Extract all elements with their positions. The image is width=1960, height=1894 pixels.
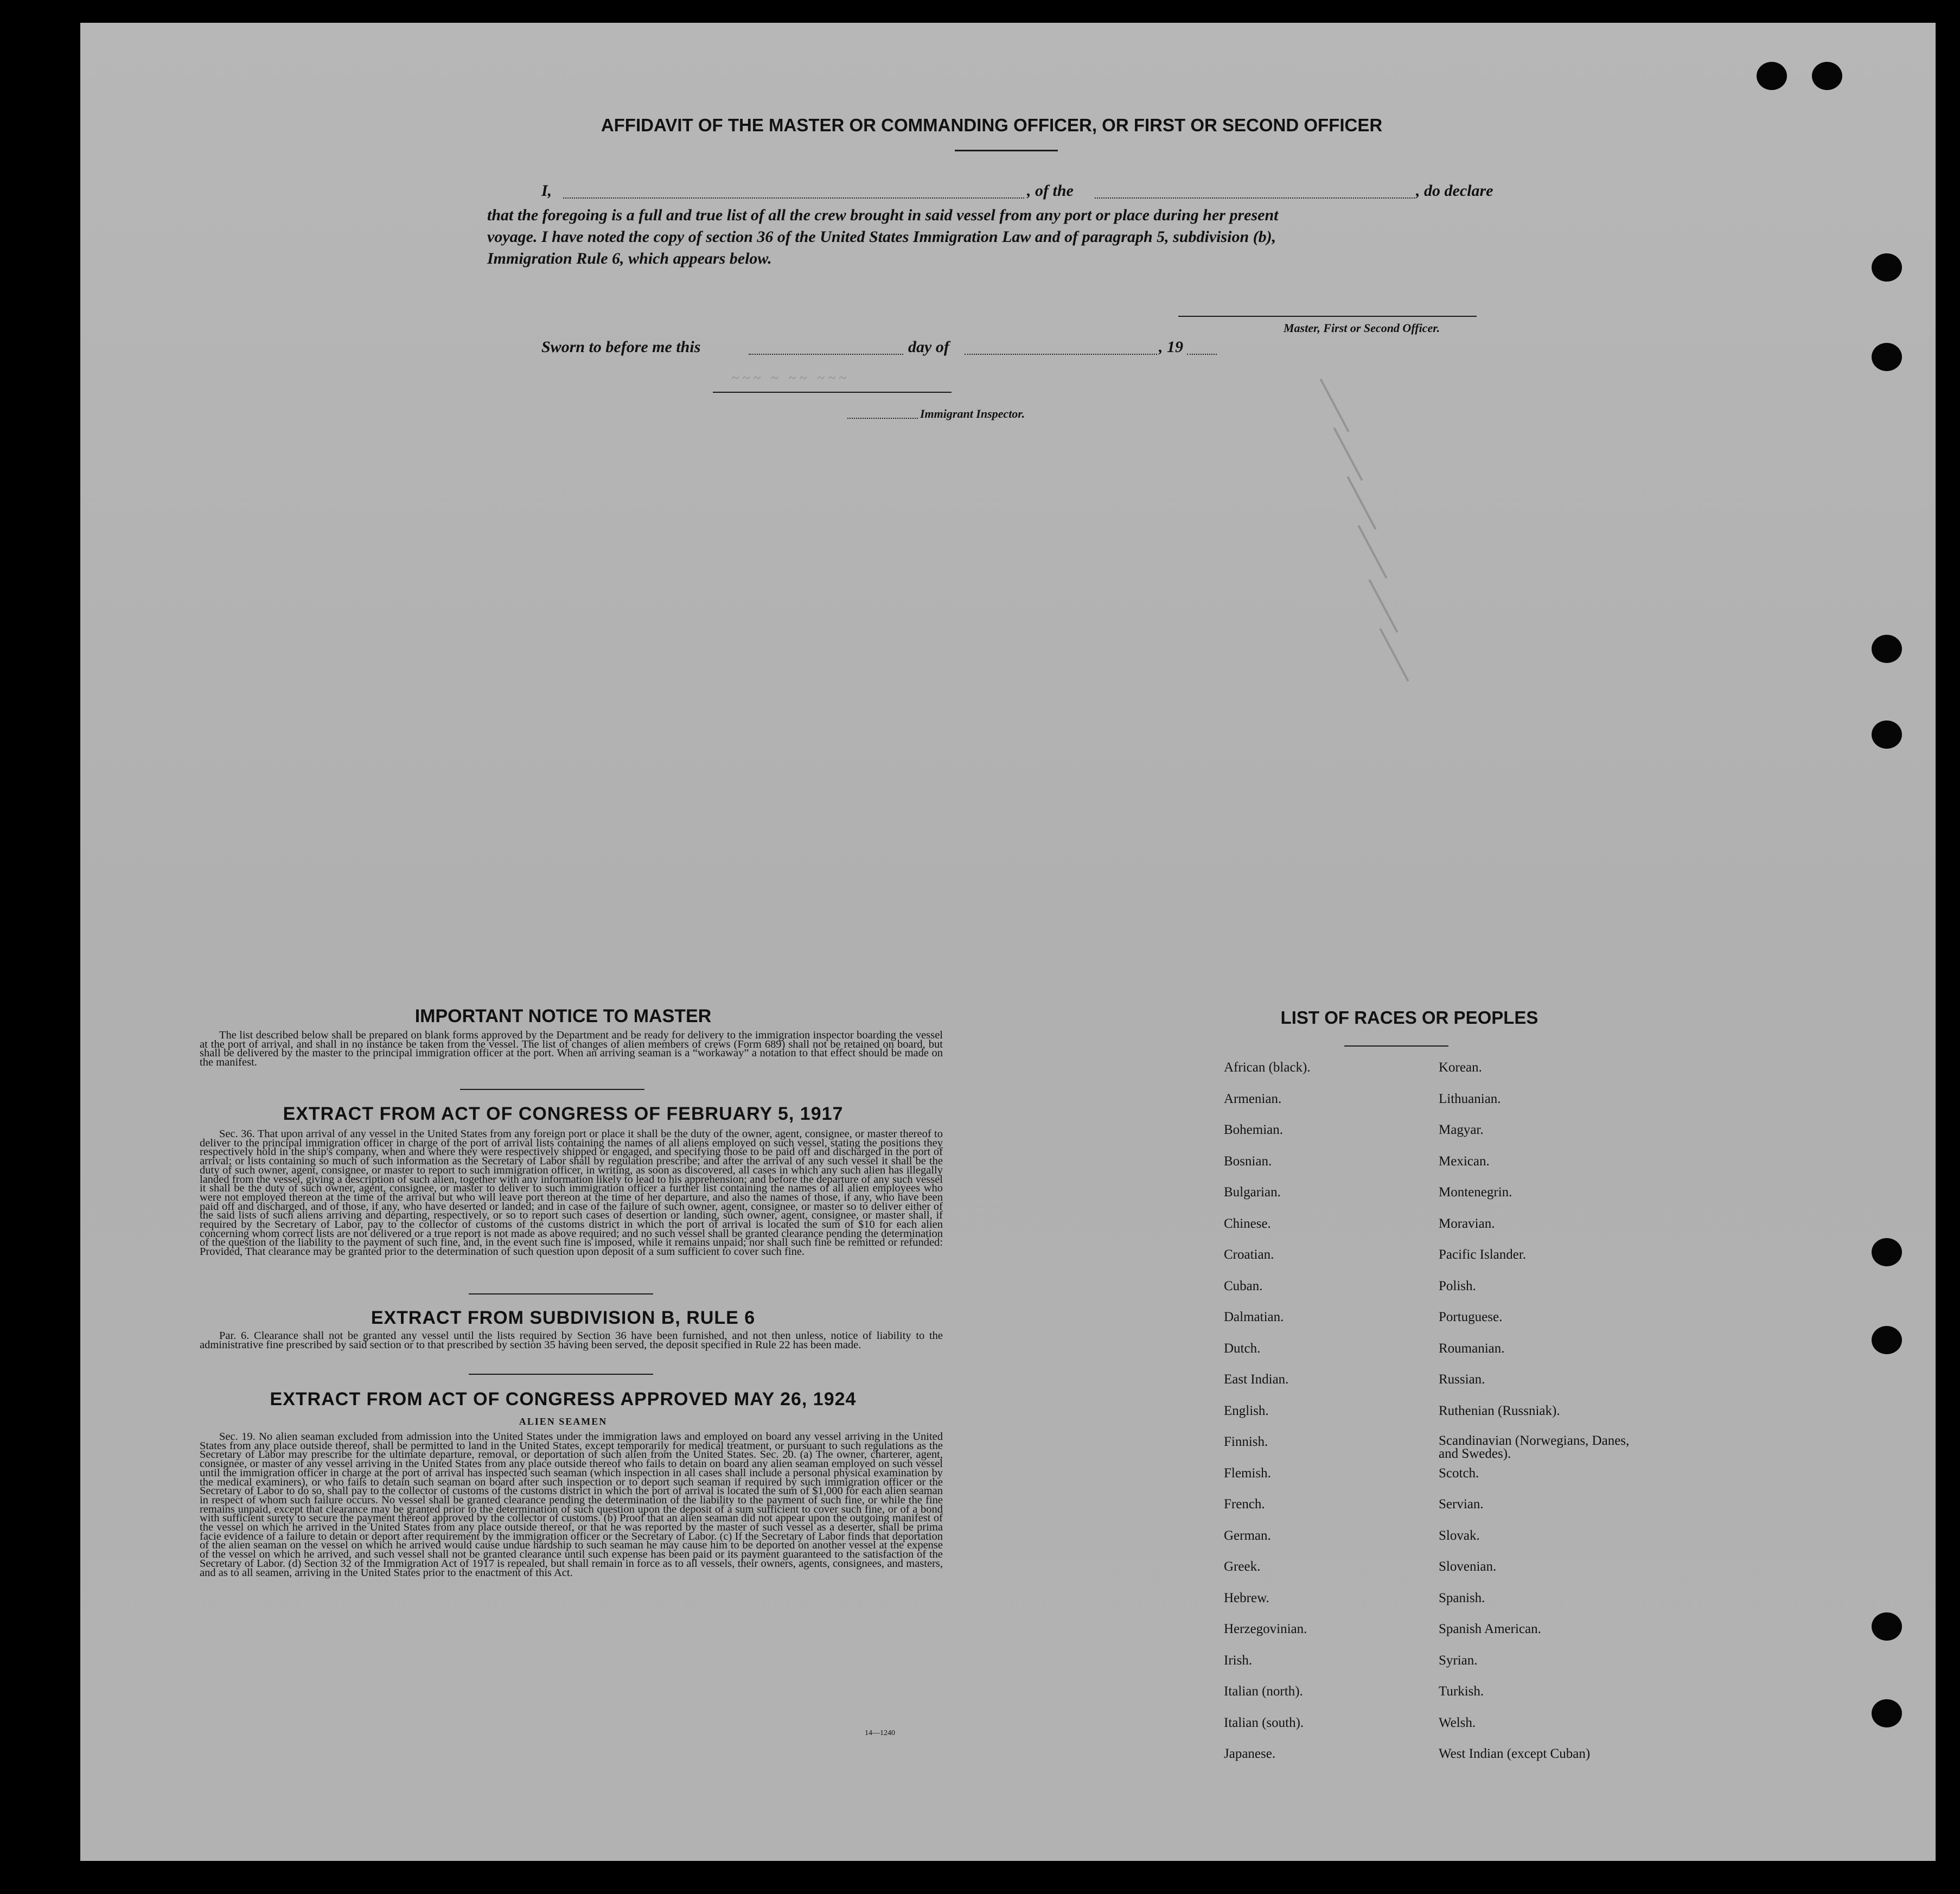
race-item: Syrian. [1439, 1653, 1478, 1668]
extract-rule6-title [183, 1308, 943, 1329]
race-item: Slovenian. [1439, 1559, 1497, 1574]
race-item: Bohemian. [1224, 1123, 1284, 1137]
binder-hole [1872, 1699, 1902, 1727]
race-item: Hebrew. [1224, 1591, 1269, 1605]
race-item: Turkish. [1439, 1684, 1484, 1699]
name-blank[interactable] [563, 197, 1024, 199]
race-item: Slovak. [1439, 1528, 1480, 1543]
race-item: Greek. [1224, 1559, 1261, 1574]
race-item: Pacific Islander. [1439, 1247, 1527, 1262]
binder-hole [1872, 253, 1902, 282]
race-item: Spanish. [1439, 1591, 1485, 1605]
race-item: Scandinavian (Norwegians, Danes, and Swedes). [1439, 1433, 1630, 1461]
extract-1917-title-text: EXTRACT FROM ACT OF CONGRESS OF FEBRUARY 5, 1917 [283, 1104, 844, 1124]
affidavit-title: AFFIDAVIT OF THE MASTER OR COMMANDING OFFICER, OR FIRST OR SECOND OFFICER [601, 115, 1383, 135]
race-item: Finnish. [1224, 1434, 1268, 1449]
binder-hole [1872, 1612, 1902, 1641]
race-item: Polish. [1439, 1279, 1476, 1293]
pencil-mark [1319, 378, 1349, 432]
race-item: Italian (north). [1224, 1684, 1303, 1699]
extract-1924-text: Sec. 19. No alien seaman excluded from admission into the United States under the immigration laws and employed on board any vessel arriving in the United States from any place outside thereof, shall be permitted to land in the United States, except temporarily for medical treatment, or pursuant to such regulations as the Secretary of Labor may prescribe for the ultimate departure, removal, or deportation of such alien from the United States. Sec. 20. (a) The owner, charterer, agent, consignee, or master of any vessel arriving in the United States from any place outside thereof who fails to detain on board any alien seaman employed on such vessel until the immigration officer in charge at the port of arrival has inspected such seaman (which inspection in all cases shall include a personal physical examination by the medical examiners), or who fails to detain such seaman on board after such inspection or to deport such seaman if required by such immigration officer or the Secretary of Labor to do so, shall pay to the collector of customs of the customs district in which the port of arrival is located the sum of $1,000 for each alien seaman in respect of whom such failure occurs. No vessel shall be granted clearance pending the determination of the liability to the payment of such fine, or while the fine remains unpaid, except that clearance may be granted prior to the determination of such question upon the deposit of a sum sufficient to cover such fine, or of a bond with sufficient surety to secure the payment thereof approved by the collector of customs. (b) Proof that an alien seaman did not appear upon the outgoing manifest of the vessel on which he arrived in the United States from any place outside thereof, or that he was reported by the master of such vessel as a deserter, shall be prima facie evidence of a failure to detain or deport after requirement by the immigration officer or the Secretary of Labor. (c) If the Secretary of Labor finds that deportation of the alien seaman on the vessel on which he arrived would cause undue hardship to such seaman he may cause him to be deported on another vessel at the expense of the vessel on which he arrived, and such vessel shall not be granted clearance until such expense has been paid or its payment guaranteed to the satisfaction of the Secretary of Labor. (d) Section 32 of the Immigration Act of 1917 is repealed, but shall remain in force as to all vessels, their owners, agents, consignees, and masters, and as to all seamen, arriving in the United States prior to the enactment of this Act. [200, 1431, 943, 1579]
extract-rule6-title-text: EXTRACT FROM SUBDIVISION B, RULE 6 [371, 1308, 756, 1328]
section-divider [469, 1374, 653, 1375]
race-item: West Indian (except Cuban) [1439, 1746, 1591, 1761]
affidavit-line-4: Immigration Rule 6, which appears below. [487, 250, 772, 267]
race-item: Portuguese. [1439, 1310, 1503, 1324]
affidavit-line-3: voyage. I have noted the copy of section 36 of the United States Immigration Law and of paragraph 5, subdivision (b), [487, 228, 1276, 246]
binder-hole [1872, 635, 1902, 663]
inspector-signature-line[interactable] [713, 392, 952, 393]
day-of-label: day of [908, 338, 949, 356]
binder-hole [1757, 62, 1787, 90]
race-item: Armenian. [1224, 1092, 1282, 1106]
pencil-mark [1379, 628, 1409, 681]
affidavit-line-2: that the foregoing is a full and true list of all the crew brought in said vessel from any port or place during her present [487, 206, 1279, 224]
race-item: French. [1224, 1497, 1265, 1512]
race-item: Japanese. [1224, 1746, 1276, 1761]
master-signature-line[interactable] [1178, 316, 1477, 317]
pencil-mark [1346, 476, 1376, 530]
form-number: 14—1240 [865, 1729, 895, 1737]
pencil-mark [1357, 525, 1387, 578]
race-item: East Indian. [1224, 1372, 1289, 1387]
race-item: Russian. [1439, 1372, 1485, 1387]
race-item: Chinese. [1224, 1216, 1271, 1231]
race-item: Roumanian. [1439, 1341, 1505, 1356]
binder-hole [1872, 1326, 1902, 1354]
sworn-label: Sworn to before me this [541, 338, 701, 356]
race-item: Dalmatian. [1224, 1310, 1284, 1324]
pencil-mark [1368, 579, 1398, 633]
race-item: Servian. [1439, 1497, 1484, 1512]
extract-1917-text: Sec. 36. That upon arrival of any vessel in the United States from any foreign port or place it shall be the duty of the owner, agent, consignee, or master thereof to deliver to the principal immigration officer in charge of the port of arrival lists containing the names of all aliens employed on such vessel, stating the positions they respectively hold in the ship's company, when and where they were respectively shipped or engaged, and specifying those to be paid off and discharged in the port of arrival; or lists containing so much of such information as the Secretary of Labor shall by regulation prescribe; and after the arrival of any such vessel it shall be the duty of such owner, agent, consignee, or master to report to such immigration officer, in writing, as soon as discovered, all cases in which any such alien has illegally landed from the vessel, giving a description of such alien, together with any information likely to lead to his apprehension; and before the departure of any such vessel it shall be the duty of such owner, agent, consignee, or master to deliver to such immigration officer a further list containing the names of all alien employees who were not employed thereon at the time of the arrival but who will leave port thereon at the time of her departure, and also the names of those, if any, who have been paid off and discharged, and of those, if any, who have deserted or landed; and in case of the failure of such owner, agent, consignee, or master so to deliver either of the said lists of such aliens arriving and departing, respectively, or so to report such cases of desertion or landing, such owner, agent, consignee, or master shall, if required by the Secretary of Labor, pay to the collector of customs of the customs district in which the port of arrival is located the sum of $10 for each alien concerning whom correct lists are not delivered or a true report is not made as above required; and no such vessel shall be granted clearance pending the determination of the question of the liability to the payment of such fine, and, in the event such fine is imposed, while it remains unpaid; nor shall such fine be remitted or refunded: Provided, That clearance may be granted prior to the determination of such question upon deposit of a sum sufficient to cover such fine. [200, 1128, 943, 1258]
race-item: Moravian. [1439, 1216, 1495, 1231]
race-item: Montenegrin. [1439, 1185, 1512, 1200]
race-item: Welsh. [1439, 1716, 1476, 1730]
race-item: English. [1224, 1404, 1269, 1418]
race-item: Mexican. [1439, 1154, 1490, 1169]
race-item: African (black). [1224, 1060, 1311, 1075]
vessel-blank[interactable] [1095, 197, 1415, 199]
year-blank[interactable] [1187, 354, 1217, 355]
race-item: Ruthenian (Russniak). [1439, 1404, 1560, 1418]
race-item: Cuban. [1224, 1279, 1263, 1293]
section-divider [460, 1089, 644, 1090]
race-item: Herzegovinian. [1224, 1622, 1307, 1636]
race-item: Scotch. [1439, 1466, 1479, 1481]
faint-signature: ~~~ ~ ~~ ~~~ [731, 370, 850, 386]
race-item: Korean. [1439, 1060, 1482, 1075]
document-sheet [80, 23, 1936, 1861]
sworn-line [541, 336, 1301, 358]
year-prefix: , 19 [1159, 338, 1183, 356]
binder-hole [1872, 343, 1902, 371]
day-blank[interactable] [749, 354, 903, 355]
race-item: Croatian. [1224, 1247, 1274, 1262]
title-underline [955, 150, 1058, 151]
race-item: Bosnian. [1224, 1154, 1272, 1169]
notice-text: The list described below shall be prepared on blank forms approved by the Department and be ready for delivery to the immigration inspector boarding the vessel at the port of arrival, and shall in no instance be taken from the vessel. The list of changes of alien members of crews (Form 689) shall not be retained on board, but shall be delivered by the master to the principal immigration officer at the port. When an arriving seaman is a “workaway” a notation to that effect should be made on the manifest. [200, 1029, 943, 1069]
extract-rule6-text: Par. 6. Clearance shall not be granted any vessel until the lists required by Section 36 have been furnished, and not then unless, notice of liability to the administrative fine prescribed by said section or to that prescribed by section 35 having been served, the deposit specified in Rule 22 has been made. [200, 1330, 943, 1351]
races-right-column [1439, 1060, 1634, 1820]
race-item: Irish. [1224, 1653, 1253, 1668]
race-item: Dutch. [1224, 1341, 1261, 1356]
inspector-dotted-lead [847, 418, 918, 419]
affidavit-of-the: , of the [1027, 182, 1074, 200]
race-item: Spanish American. [1439, 1622, 1541, 1636]
binder-hole [1872, 720, 1902, 749]
races-title-underline [1344, 1045, 1448, 1047]
race-item: Magyar. [1439, 1123, 1484, 1137]
race-item: Italian (south). [1224, 1716, 1304, 1730]
binder-hole [1812, 62, 1842, 90]
race-item: German. [1224, 1528, 1271, 1543]
race-item: Lithuanian. [1439, 1092, 1501, 1106]
alien-seamen-subtitle: ALIEN SEAMEN [519, 1416, 608, 1427]
pencil-mark [1333, 427, 1363, 481]
race-item: Flemish. [1224, 1466, 1271, 1481]
affidavit-i: I, [541, 182, 552, 200]
master-caption: Master, First or Second Officer. [1284, 321, 1440, 335]
section-divider [469, 1293, 653, 1294]
binder-hole [1872, 1238, 1902, 1266]
races-title: LIST OF RACES OR PEOPLES [1280, 1007, 1538, 1028]
affidavit-declare: , do declare [1416, 182, 1493, 200]
inspector-caption: Immigrant Inspector. [920, 407, 1025, 420]
races-left-column [1224, 1060, 1430, 1820]
extract-1917-title [183, 1104, 943, 1125]
month-blank[interactable] [965, 354, 1157, 355]
race-item: Bulgarian. [1224, 1185, 1281, 1200]
extract-1924-title-text: EXTRACT FROM ACT OF CONGRESS APPROVED MAY 26, 1924 [270, 1389, 857, 1410]
affidavit-line-1 [541, 180, 1610, 202]
extract-1924-title [183, 1389, 943, 1410]
notice-title: IMPORTANT NOTICE TO MASTER [414, 1006, 712, 1026]
